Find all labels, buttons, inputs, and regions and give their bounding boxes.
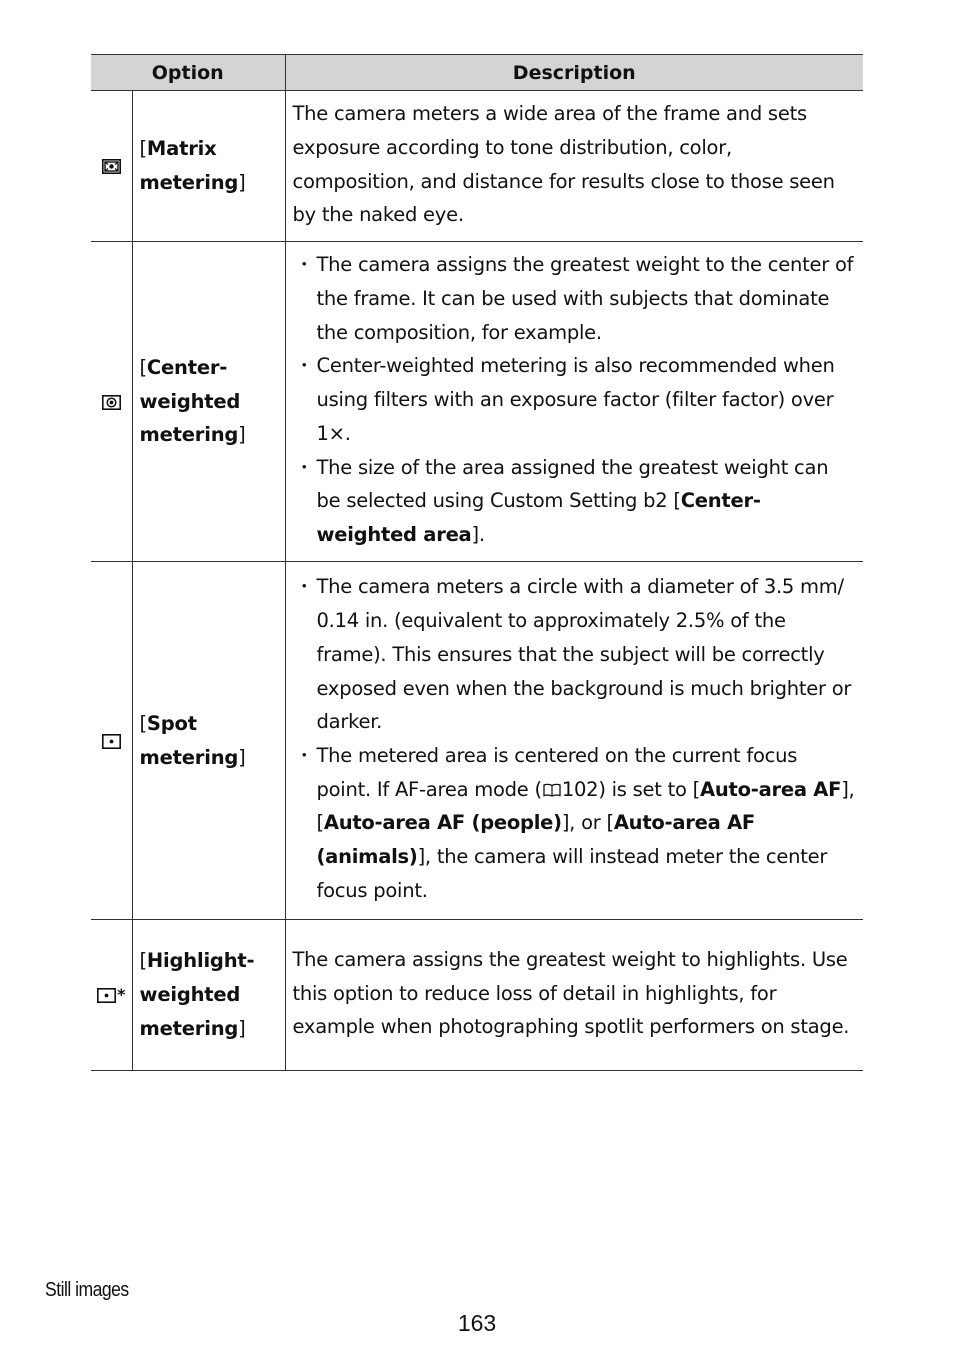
matrix-metering-icon — [102, 159, 121, 174]
table-row-spot — [91, 562, 863, 920]
table-row-center-weighted — [91, 242, 863, 562]
option-name-center-weighted: [Center-weighted metering] — [132, 242, 285, 562]
option-name-label: Center-weighted metering — [139, 355, 241, 447]
option-name-label: Highlight-weighted metering — [139, 949, 255, 1040]
list-item: ・ Center-weighted metering is also recommended when using filters with an exposure factor (filter factor) over 1×. — [293, 349, 858, 450]
option-name-highlight-weighted: [Highlight-weighted metering] — [132, 920, 285, 1071]
metering-options-table — [91, 54, 863, 1071]
setting-name: Center-weighted area — [316, 489, 761, 546]
page-number: 163 — [457, 1310, 497, 1336]
bullet-list — [293, 570, 858, 907]
center-weighted-metering-icon — [102, 395, 121, 410]
header-option: Option — [91, 55, 285, 91]
option-name-label: Matrix metering — [139, 137, 239, 194]
list-item: ・ The metered area is centered on the current focus point. If AF-area mode ( 102) is set to [Auto-area AF], [Auto-area AF (people)], or [Auto-area AF (animals)], the camera will instead meter the center focus point. — [293, 739, 858, 908]
manual-book-icon — [543, 783, 561, 797]
highlight-weighted-metering-icon — [97, 988, 116, 1003]
header-description: Description — [285, 55, 863, 91]
spot-metering-icon — [102, 734, 121, 749]
description-center-weighted — [285, 242, 863, 562]
metering-table — [91, 54, 863, 1071]
footer-section-title: Still images — [45, 1279, 129, 1301]
option-name-label: Spot metering — [139, 711, 239, 769]
description-spot — [285, 562, 863, 920]
list-item: ・ The camera assigns the greatest weight to the center of the frame. It can be used with subjects that dominate the composition, for example. — [293, 248, 858, 349]
option-name-spot: [Spot metering] — [132, 562, 285, 920]
page-reference-link[interactable]: 102 — [561, 777, 599, 801]
description-highlight-weighted: The camera assigns the greatest weight to highlights. Use this option to reduce loss of detail in highlights, for example when photographing spotlit performers on stage. — [285, 920, 863, 1071]
bullet-list — [293, 248, 858, 551]
description-matrix: The camera meters a wide area of the frame and sets exposure according to tone distribution, color, composition, and distance for results close to those seen by the naked eye. — [285, 91, 863, 242]
table-header-row — [91, 55, 863, 91]
asterisk-mark: * — [117, 985, 126, 1005]
option-name-matrix: [Matrix metering] — [132, 91, 285, 242]
table-row-matrix — [91, 91, 863, 242]
list-item: ・ The camera meters a circle with a diameter of 3.5 mm/ 0.14 in. (equivalent to approximately 2.5% of the frame). This ensures that the subject will be correctly exposed even when the background is much brighter or darker. — [293, 570, 858, 739]
list-item: ・ The size of the area assigned the greatest weight can be selected using Custom Setting b2 [Center-weighted area]. — [293, 451, 858, 552]
table-row-highlight-weighted — [91, 920, 863, 1071]
